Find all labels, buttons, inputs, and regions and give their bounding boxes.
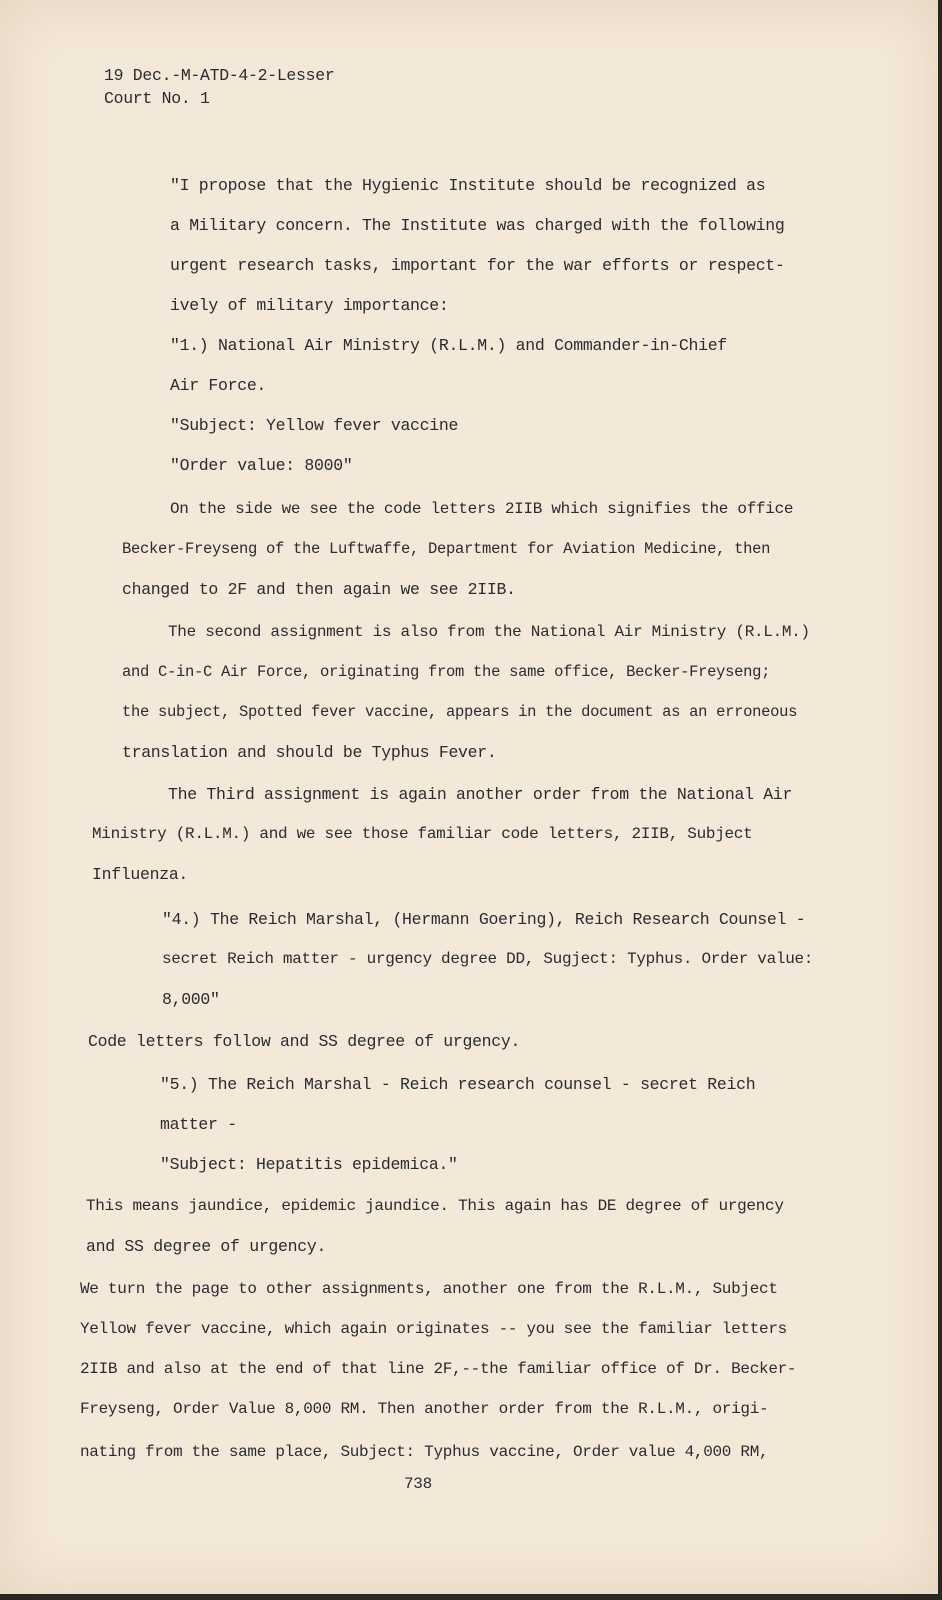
text-line: Yellow fever vaccine, which again originates -- you see the familiar letters [80, 1320, 787, 1338]
text-line: "1.) National Air Ministry (R.L.M.) and Commander-in-Chief [170, 336, 727, 355]
text-line: We turn the page to other assignments, another one from the R.L.M., Subject [80, 1280, 778, 1298]
text-line: Influenza. [92, 865, 189, 884]
page-number: 738 [404, 1475, 432, 1493]
text-line: Air Force. [170, 376, 267, 395]
text-line: Freyseng, Order Value 8,000 RM. Then another order from the R.L.M., origi- [80, 1400, 769, 1418]
text-line: the subject, Spotted fever vaccine, appears in the document as an erroneous [122, 703, 798, 721]
text-line: and SS degree of urgency. [86, 1237, 327, 1256]
text-line: "I propose that the Hygienic Institute should be recognized as [170, 176, 766, 195]
text-line: Code letters follow and SS degree of urgency. [88, 1032, 521, 1051]
text-line: This means jaundice, epidemic jaundice. This again has DE degree of urgency [86, 1197, 784, 1215]
text-line: On the side we see the code letters 2IIB which signifies the office [170, 500, 794, 518]
text-line: "Order value: 8000" [170, 456, 353, 475]
text-line: The Third assignment is again another order from the National Air [168, 785, 793, 804]
text-line: "4.) The Reich Marshal, (Hermann Goering), Reich Research Counsel - [162, 910, 806, 929]
text-line: matter - [160, 1115, 237, 1134]
header-line-1: 19 Dec.-M-ATD-4-2-Lesser [104, 66, 335, 85]
text-line: Ministry (R.L.M.) and we see those familiar code letters, 2IIB, Subject [92, 825, 753, 843]
text-line: a Military concern. The Institute was charged with the following [170, 216, 785, 235]
text-line: 2IIB and also at the end of that line 2F,--the familiar office of Dr. Becker- [80, 1360, 797, 1378]
text-line: "Subject: Hepatitis epidemica." [160, 1155, 458, 1174]
text-line: The second assignment is also from the National Air Ministry (R.L.M.) [168, 623, 810, 641]
text-line: changed to 2F and then again we see 2IIB. [122, 580, 516, 599]
text-line: ively of military importance: [170, 296, 449, 315]
text-line: "Subject: Yellow fever vaccine [170, 416, 459, 435]
text-line: translation and should be Typhus Fever. [122, 743, 497, 762]
text-line: 8,000" [162, 990, 220, 1009]
text-line: Becker-Freyseng of the Luftwaffe, Department for Aviation Medicine, then [122, 540, 771, 558]
text-line: nating from the same place, Subject: Typhus vaccine, Order value 4,000 RM, [80, 1443, 769, 1461]
text-line: urgent research tasks, important for the war efforts or respect- [170, 256, 785, 275]
text-line: "5.) The Reich Marshal - Reich research counsel - secret Reich [160, 1075, 756, 1094]
text-line: and C-in-C Air Force, originating from the same office, Becker-Freyseng; [122, 663, 771, 681]
header-line-2: Court No. 1 [104, 89, 210, 108]
text-line: secret Reich matter - urgency degree DD, Sugject: Typhus. Order value: [162, 950, 814, 968]
